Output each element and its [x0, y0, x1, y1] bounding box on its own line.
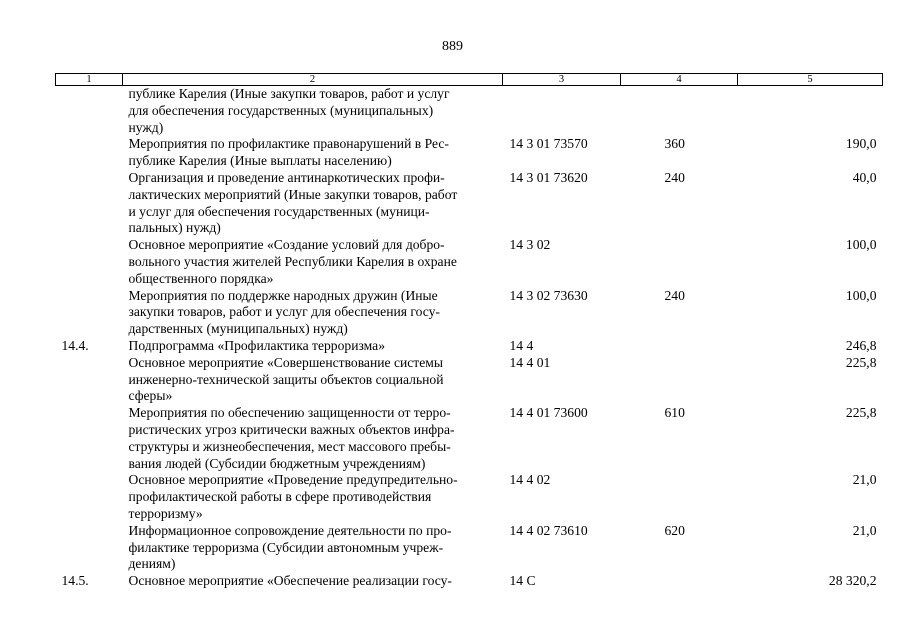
row-name: Основное мероприятие «Создание условий для добро- вольного участия жителей Республики Карелия в охране общественного порядка»	[128, 237, 457, 286]
row-number	[56, 237, 123, 287]
row-name: Основное мероприятие «Обеспечение реализации госу-	[128, 573, 452, 589]
row-sum: 225,8	[845, 354, 877, 370]
row-name: Подпрограмма «Профилактика терроризма»	[128, 337, 385, 353]
row-name: публике Карелия (Иные закупки товаров, работ и услуг для обеспечения государственных (муниципальных) нужд)	[128, 86, 450, 135]
row-number: 14.5.	[61, 573, 89, 589]
table-row	[56, 338, 883, 355]
row-sum: 246,8	[845, 337, 877, 353]
row-name: Основное мероприятие «Совершенствование системы инженерно-технической защиты объектов социальной сферы»	[128, 354, 444, 404]
row-type	[621, 472, 738, 522]
row-sum: 100,0	[845, 287, 877, 303]
row-sum: 21,0	[852, 522, 877, 538]
row-code: 14 3 01 73620	[509, 169, 588, 185]
table-row	[56, 288, 883, 338]
row-sum: 40,0	[852, 169, 877, 185]
row-type	[621, 573, 738, 590]
row-sum: 100,0	[845, 237, 877, 253]
table-row	[56, 355, 883, 405]
header-row	[56, 74, 883, 86]
row-code: 14 3 01 73570	[509, 136, 588, 152]
row-number	[56, 86, 123, 137]
table-row	[56, 136, 883, 170]
row-name: Информационное сопровождение деятельности по про- филактике терроризма (Субсидии автономным учреж- дениям)	[128, 522, 452, 572]
row-number	[56, 288, 123, 338]
row-type: 610	[664, 405, 685, 421]
table-row	[56, 405, 883, 472]
table-body	[56, 86, 883, 590]
row-number: 14.4.	[61, 337, 89, 353]
table-row	[56, 472, 883, 522]
row-number	[56, 472, 123, 522]
row-type	[621, 355, 738, 405]
table-row	[56, 170, 883, 237]
row-number	[56, 136, 123, 170]
row-number	[56, 170, 123, 237]
row-name: Мероприятия по обеспечению защищенности от терро- ристических угроз критически важных объектов инфра- структуры и жизнеобеспечения, мест массового пребы- вания людей (Субсидии бюджетным учреждениям)	[128, 405, 455, 471]
row-name: Мероприятия по профилактике правонарушений в Рес- публике Карелия (Иные выплаты населению)	[128, 136, 449, 169]
row-type	[621, 86, 738, 137]
table-row	[56, 86, 883, 137]
row-code: 14 3 02	[509, 237, 551, 253]
row-type	[621, 338, 738, 355]
row-name: Основное мероприятие «Проведение предупредительно- профилактической работы в сфере противодействия терроризму»	[128, 472, 458, 521]
table-row	[56, 237, 883, 287]
row-code: 14 4 02	[509, 472, 551, 488]
row-type: 360	[664, 136, 685, 152]
row-code: 14 4	[509, 337, 534, 353]
row-sum: 225,8	[845, 405, 877, 421]
row-sum	[738, 86, 883, 137]
table-row	[56, 523, 883, 573]
page-number: 889	[442, 39, 463, 54]
table-row	[56, 573, 883, 590]
header-col-5: 5	[738, 74, 883, 86]
header-col-4: 4	[621, 74, 738, 86]
budget-table	[55, 73, 883, 590]
row-name: Мероприятия по поддержке народных дружин (Иные закупки товаров, работ и услуг для обеспечения госу- дарственных (муниципальных) нужд)	[128, 287, 440, 337]
row-name: Организация и проведение антинаркотических профи- лактических мероприятий (Иные закупки товаров, работ и услуг для обеспечения государственных (муници- пальных) нужд)	[128, 169, 458, 236]
row-type: 240	[664, 287, 685, 303]
header-col-2: 2	[123, 74, 503, 86]
row-number	[56, 355, 123, 405]
row-sum: 28 320,2	[828, 573, 877, 589]
row-code: 14 С	[509, 573, 536, 589]
row-number	[56, 405, 123, 472]
row-type	[621, 237, 738, 287]
row-type: 620	[664, 522, 685, 538]
header-col-1: 1	[56, 74, 123, 86]
row-sum: 21,0	[852, 472, 877, 488]
table-header	[56, 74, 883, 86]
row-code: 14 4 01 73600	[509, 405, 588, 421]
header-col-3: 3	[503, 74, 621, 86]
row-code	[503, 86, 621, 137]
row-sum: 190,0	[845, 136, 877, 152]
row-code: 14 3 02 73630	[509, 287, 588, 303]
row-number	[56, 523, 123, 573]
row-code: 14 4 02 73610	[509, 522, 588, 538]
row-code: 14 4 01	[509, 354, 551, 370]
row-type: 240	[664, 169, 685, 185]
